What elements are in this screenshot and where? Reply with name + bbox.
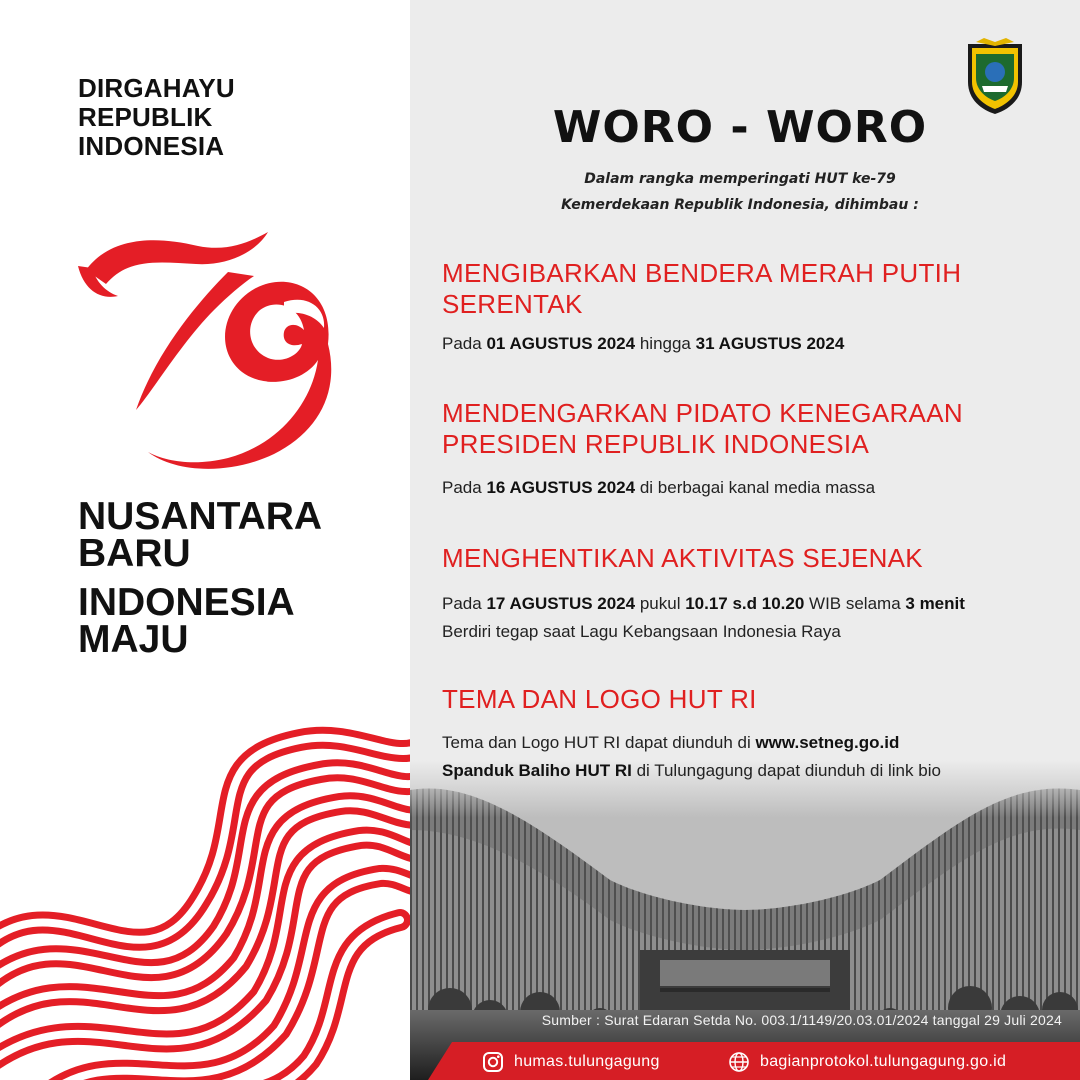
tagline-line: MAJU	[78, 618, 189, 661]
section-body-line	[442, 618, 1062, 646]
tagline-line: NUSANTARA	[78, 495, 323, 538]
website-url: bagianprotokol.tulungagung.go.id	[760, 1053, 1007, 1070]
footer-instagram[interactable]	[482, 1051, 660, 1073]
body-text: Pada	[442, 594, 487, 613]
hut-79-logo	[78, 232, 340, 472]
instagram-handle: humas.tulungagung	[514, 1053, 660, 1070]
body-text: Pada	[442, 334, 487, 353]
section-body-line	[442, 729, 1062, 757]
body-bold: 01 AGUSTUS 2024	[486, 334, 636, 353]
section-state-speech	[442, 398, 1062, 502]
tagline-line: BARU	[78, 532, 191, 575]
section-title-line: PRESIDEN REPUBLIK INDONESIA	[442, 429, 870, 459]
body-text: Pada	[442, 478, 487, 497]
section-theme-logo	[442, 684, 1062, 785]
footer-website[interactable]	[728, 1051, 1006, 1073]
tagline	[78, 495, 323, 670]
section-title-line: MENDENGARKAN PIDATO KENEGARAAN	[442, 398, 963, 428]
section-title-line: MENGIBARKAN BENDERA MERAH PUTIH	[442, 258, 962, 288]
intro-text	[410, 166, 1070, 218]
setneg-link[interactable]: www.setneg.go.id	[755, 733, 900, 752]
section-title	[442, 258, 1062, 320]
dirgahayu-line: DIRGAHAYU	[78, 73, 235, 103]
section-body	[442, 729, 1062, 785]
footer-bar	[410, 1042, 1080, 1080]
section-body	[442, 330, 1062, 358]
section-flag-raising	[442, 258, 1062, 358]
body-text: di berbagai kanal media massa	[635, 478, 876, 497]
red-white-waves-decoration	[0, 700, 410, 1080]
section-title	[442, 398, 1062, 460]
source-note: Sumber : Surat Edaran Setda No. 003.1/1149/20.03.01/2024 tanggal 29 Juli 2024	[541, 1012, 1062, 1028]
section-title-line: TEMA DAN LOGO HUT RI	[442, 684, 757, 714]
tagline-nusantara-baru	[78, 495, 323, 575]
body-bold: 3 menit	[905, 594, 965, 613]
dirgahayu-heading	[78, 74, 378, 161]
instagram-icon	[482, 1051, 504, 1073]
body-bold: 10.17 s.d 10.20	[685, 594, 805, 613]
globe-icon	[728, 1051, 750, 1073]
body-text: di Tulungagung dapat diunduh di link bio	[631, 761, 941, 780]
section-body-line	[442, 330, 1062, 358]
section-body-line	[442, 590, 1062, 618]
body-text: Tema dan Logo HUT RI dapat diunduh di	[442, 733, 756, 752]
body-bold: 31 AGUSTUS 2024	[695, 334, 845, 353]
intro-line: Dalam rangka memperingati HUT ke-79	[584, 171, 896, 187]
section-title	[442, 684, 1062, 715]
tagline-indonesia-maju	[78, 581, 322, 661]
section-pause-activity	[442, 543, 1062, 646]
palace-building-image	[410, 760, 1080, 1080]
dirgahayu-line: INDONESIA	[78, 131, 225, 161]
body-bold: 17 AGUSTUS 2024	[486, 594, 636, 613]
section-body-line	[442, 474, 1062, 502]
section-title-line: SERENTAK	[442, 289, 583, 319]
section-title-line: MENGHENTIKAN AKTIVITAS SEJENAK	[442, 543, 923, 573]
tagline-line: INDONESIA	[78, 581, 295, 624]
left-panel	[0, 0, 410, 1080]
section-title	[442, 543, 1062, 574]
right-panel	[410, 0, 1080, 1080]
body-text: Berdiri tegap saat Lagu Kebangsaan Indonesia Raya	[442, 622, 841, 641]
body-text: WIB selama	[804, 594, 906, 613]
intro-line: Kemerdekaan Republik Indonesia, dihimbau :	[561, 197, 919, 213]
section-body	[442, 590, 1062, 646]
dirgahayu-line: REPUBLIK	[78, 102, 213, 132]
body-text: hingga	[635, 334, 696, 353]
body-bold: Spanduk Baliho HUT RI	[442, 761, 632, 780]
body-bold: 16 AGUSTUS 2024	[486, 478, 636, 497]
body-text: pukul	[635, 594, 686, 613]
page-title: WORO - WORO	[552, 102, 928, 153]
section-body-line	[442, 757, 1062, 785]
section-body	[442, 474, 1062, 502]
